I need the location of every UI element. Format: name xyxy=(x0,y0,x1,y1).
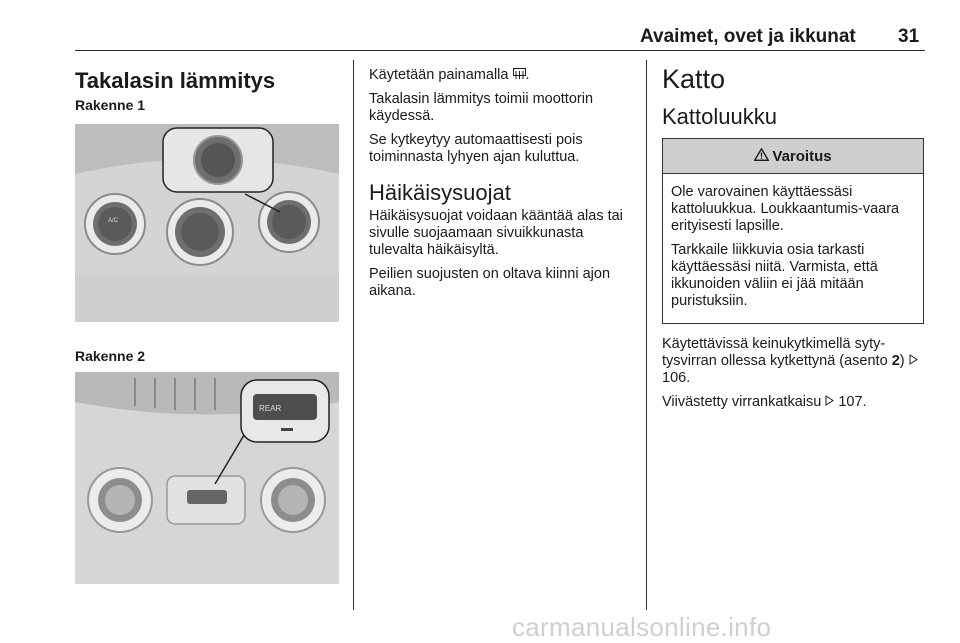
column-divider-1 xyxy=(353,60,354,610)
paragraph-sunvisor: Häikäisysuojat voidaan kääntää alas tai sivulle suojaamaan sivuikkunasta tulevalta häikäisyltä. xyxy=(369,208,623,258)
page-reference-link[interactable]: 106. xyxy=(662,370,691,386)
paragraph-engine: Takalasin lämmitys toimii moottorin käydessä. xyxy=(369,91,594,124)
paragraph-usage: Käytetään painamalla . xyxy=(369,67,530,83)
section-heading: Takalasin lämmitys xyxy=(75,68,276,93)
page-number: 31 xyxy=(898,26,920,47)
rear-button-illustration xyxy=(75,372,339,584)
rear-defrost-icon xyxy=(513,68,526,80)
knob-right xyxy=(259,192,319,252)
header-title: Avaimet, ovet ja ikkunat xyxy=(640,26,856,47)
kattoluukku-heading: Kattoluukku xyxy=(662,104,777,129)
knob-right xyxy=(261,468,325,532)
warning-header: ! Varoitus xyxy=(663,139,923,174)
warning-text-1: Ole varovainen käyttäessäsi kattoluukkua. Loukkaantumis-vaara erityisesti lapsille. xyxy=(671,184,900,234)
knob-center xyxy=(167,199,233,265)
figure-2-image xyxy=(75,372,339,584)
paragraph-rocker: Käytettävissä keinukytkimellä syty-tysvirran ollessa kytkettynä (asento 2) 106. xyxy=(662,336,926,387)
knob-left xyxy=(88,468,152,532)
katto-heading: Katto xyxy=(662,64,726,94)
column-divider-2 xyxy=(646,60,647,610)
figure-label-1: Rakenne 1 xyxy=(75,97,146,113)
header-rule xyxy=(75,50,925,51)
sunvisor-heading: Häikäisysuojat xyxy=(369,180,511,205)
figure-label-2: Rakenne 2 xyxy=(75,348,146,364)
figure-1-image xyxy=(75,124,339,322)
warning-text-2: Tarkkaile liikkuvia osia tarkasti käyttäessäsi niitä. Varmista, että ikkunoiden väliin ei jää mitään puristuksiin. xyxy=(671,242,878,309)
triangle-arrow-icon xyxy=(825,394,834,405)
paragraph-mirror: Peilien suojusten on oltava kiinni ajon aikana. xyxy=(369,266,611,299)
warning-box xyxy=(662,138,924,324)
paragraph-auto-off: Se kytkeytyy automaattisesti pois toiminnasta lyhyen ajan kuluttua. xyxy=(369,132,583,165)
climate-panel-illustration xyxy=(75,124,339,322)
paragraph-delay: Viivästetty virrankatkaisu 107. xyxy=(662,394,867,410)
triangle-arrow-icon xyxy=(909,353,918,364)
svg-text:REAR: REAR xyxy=(259,404,282,413)
svg-text:A/C: A/C xyxy=(108,218,119,224)
warning-triangle-icon xyxy=(754,148,769,165)
svg-text:!: ! xyxy=(760,150,764,161)
watermark: carmanualsonline.info xyxy=(512,612,772,642)
knob-left xyxy=(85,194,145,254)
page-reference-link[interactable]: 107. xyxy=(838,394,867,410)
